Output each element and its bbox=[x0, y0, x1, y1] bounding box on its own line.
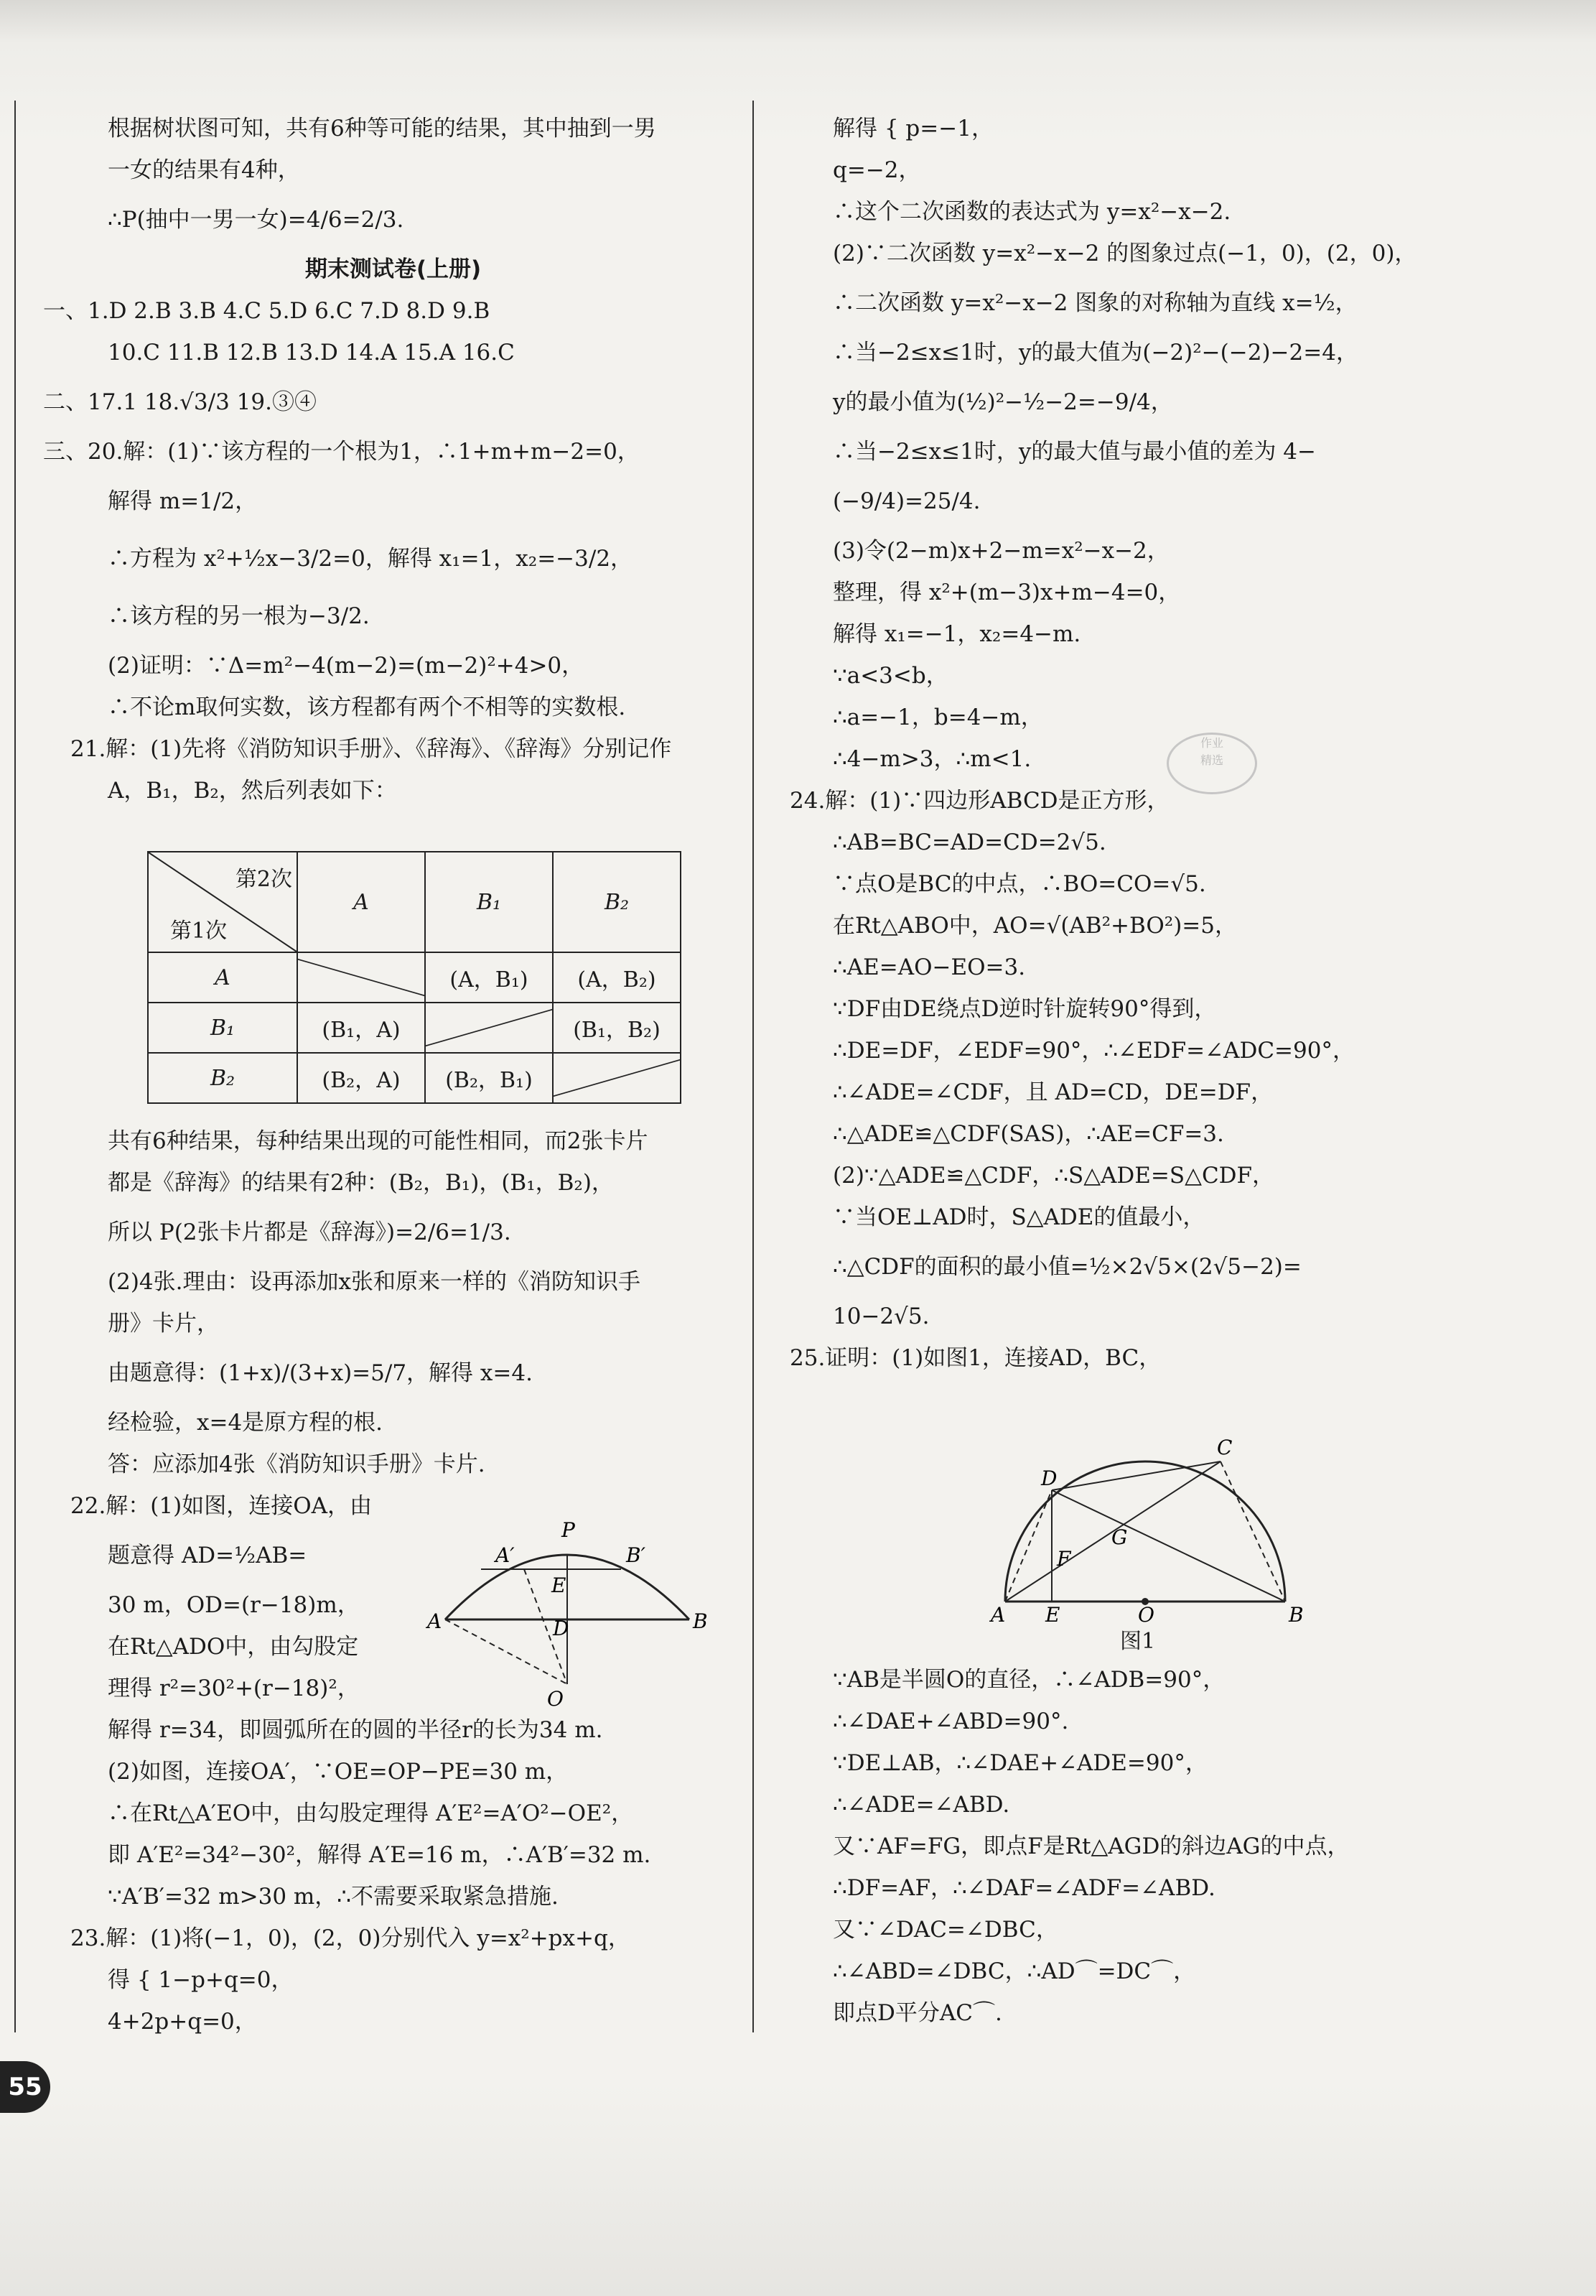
text-line: 25.证明：(1)如图1，连接AD，BC， bbox=[790, 1345, 1162, 1371]
label-e: E bbox=[1045, 1603, 1060, 1623]
segment-bd bbox=[1052, 1490, 1285, 1602]
text-line: 在Rt△ABO中，AO=√(AB²+BO²)=5， bbox=[833, 913, 1237, 939]
text-line: A，B₁，B₂，然后列表如下： bbox=[108, 778, 397, 804]
table-cell bbox=[297, 952, 425, 1003]
label-o: O bbox=[1138, 1603, 1154, 1623]
text-line: ∴P(抽中一男一女)=4/6=2/3. bbox=[108, 207, 404, 233]
watermark-stamp bbox=[1167, 733, 1257, 794]
text-line: ∴∠ADE=∠ABD. bbox=[833, 1792, 1010, 1818]
table-cell: (B₁，A) bbox=[297, 1003, 425, 1053]
text-line: ∴当−2≤x≤1时，y的最大值与最小值的差为 4− bbox=[833, 439, 1316, 465]
text-line: 解得 r=34，即圆弧所在的圆的半径r的长为34 m. bbox=[108, 1717, 603, 1743]
table-col-header: B₁ bbox=[425, 852, 553, 952]
text-line: (2)如图，连接OA′，∵OE=OP−PE=30 m， bbox=[108, 1759, 569, 1785]
table-cell: (A，B₂) bbox=[553, 952, 681, 1003]
table-row bbox=[148, 952, 681, 1003]
table-col-header: A bbox=[297, 852, 425, 952]
text-line: ∵点O是BC的中点，∴BO=CO=√5. bbox=[833, 871, 1206, 897]
text-line: ∴方程为 x²+½x−3/2=0，解得 x₁=1，x₂=−3/2， bbox=[108, 546, 633, 572]
header-second-draw: 第2次 bbox=[235, 867, 292, 892]
label-d: D bbox=[1041, 1467, 1058, 1490]
table-row bbox=[148, 1053, 681, 1103]
table-row-header: A bbox=[148, 952, 297, 1003]
label-a: A bbox=[427, 1609, 442, 1633]
text-line: 又∵∠DAC=∠DBC， bbox=[833, 1917, 1058, 1943]
text-line: 24.解：(1)∵四边形ABCD是正方形， bbox=[790, 788, 1170, 814]
text-line: 解得 x₁=−1，x₂=4−m. bbox=[833, 621, 1081, 647]
table-cell: (B₂，B₁) bbox=[425, 1053, 553, 1103]
text-line: ∴该方程的另一根为−3/2. bbox=[108, 603, 370, 629]
text-line: 都是《辞海》的结果有2种：(B₂，B₁)，(B₁，B₂)， bbox=[108, 1170, 614, 1196]
label-e: E bbox=[551, 1574, 566, 1597]
text-line: 解得 { p=−1， bbox=[833, 116, 994, 141]
answer-line: 二、17.1 18.√3/3 19.③④ bbox=[43, 389, 317, 415]
text-line: 根据树状图可知，共有6种等可能的结果，其中抽到一男 bbox=[108, 116, 656, 141]
text-line: ∴∠ABD=∠DBC，∴AD⌒=DC⌒， bbox=[833, 1958, 1196, 1984]
text-line: 解得 m=1/2， bbox=[108, 488, 258, 514]
text-line: (2)∵△ADE≌△CDF，∴S△ADE=S△CDF， bbox=[833, 1163, 1275, 1189]
segment-dc bbox=[1052, 1461, 1221, 1490]
label-o: O bbox=[547, 1687, 564, 1711]
text-line: 在Rt△ADO中，由勾股定 bbox=[108, 1634, 359, 1660]
text-line: (−9/4)=25/4. bbox=[833, 488, 981, 514]
text-line: ∴△CDF的面积的最小值=½×2√5×(2√5−2)= bbox=[833, 1254, 1302, 1280]
text-line: ∴当−2≤x≤1时，y的最大值为(−2)²−(−2)−2=4， bbox=[833, 340, 1358, 366]
section-title: 期末测试卷(上册) bbox=[304, 256, 482, 282]
text-line: ∴∠DAE+∠ABD=90°. bbox=[833, 1709, 1069, 1734]
label-b-prime: B′ bbox=[626, 1543, 645, 1567]
text-line: 三、20.解：(1)∵该方程的一个根为1，∴1+m+m−2=0， bbox=[43, 439, 640, 465]
label-d: D bbox=[553, 1617, 569, 1640]
right-column-lower bbox=[775, 1659, 1572, 2034]
text-line: 经检验，x=4是原方程的根. bbox=[108, 1410, 383, 1436]
text-line: y的最小值为(½)²−½−2=−9/4， bbox=[833, 389, 1173, 415]
text-line: ∴∠ADE=∠CDF，且 AD=CD，DE=DF， bbox=[833, 1079, 1274, 1105]
text-line: ∴不论m取何实数，该方程都有两个不相等的实数根. bbox=[108, 694, 626, 720]
text-line: ∴a=−1，b=4−m， bbox=[833, 705, 1043, 730]
text-line: (2)4张.理由：设再添加x张和原来一样的《消防知识手 bbox=[108, 1269, 640, 1295]
text-line: 答：应添加4张《消防知识手册》卡片. bbox=[108, 1451, 485, 1477]
text-line: 23.解：(1)将(−1，0)，(2，0)分别代入 y=x²+px+q， bbox=[70, 1925, 630, 1951]
answer-line: 10.C 11.B 12.B 13.D 14.A 15.A 16.C bbox=[108, 340, 515, 366]
figure-caption: 图1 bbox=[1120, 1629, 1156, 1654]
text-line: 所以 P(2张卡片都是《辞海》)=2/6=1/3. bbox=[108, 1219, 511, 1245]
stamp-text: 精选 bbox=[1200, 753, 1223, 767]
text-line: ∴AE=AO−EO=3. bbox=[833, 954, 1026, 980]
left-column bbox=[43, 108, 743, 812]
page-number: 55 bbox=[0, 2061, 50, 2113]
header-first-draw: 第1次 bbox=[170, 919, 228, 944]
outcome-table bbox=[147, 851, 681, 1104]
text-line: ∴DE=DF，∠EDF=90°，∴∠EDF=∠ADC=90°， bbox=[833, 1038, 1355, 1064]
text-line: 册》卡片， bbox=[108, 1311, 219, 1337]
label-a: A bbox=[991, 1603, 1006, 1623]
text-line: (2)∵二次函数 y=x²−x−2 的图象过点(−1，0)，(2，0)， bbox=[833, 241, 1417, 266]
text-line: ∴4−m>3，∴m<1. bbox=[833, 746, 1032, 772]
text-line: ∵DE⊥AB，∴∠DAE+∠ADE=90°， bbox=[833, 1750, 1208, 1776]
segment-bc bbox=[1221, 1461, 1285, 1602]
text-line: (3)令(2−m)x+2−m=x²−x−2， bbox=[833, 538, 1170, 564]
stamp-text: 作业 bbox=[1200, 736, 1223, 750]
text-line: 理得 r²=30²+(r−18)²， bbox=[108, 1675, 360, 1701]
text-line: ∴AB=BC=AD=CD=2√5. bbox=[833, 829, 1106, 855]
text-line: 即点D平分AC⌒. bbox=[833, 2000, 1002, 2026]
label-a-prime: A′ bbox=[495, 1543, 515, 1567]
text-line: ∴这个二次函数的表达式为 y=x²−x−2. bbox=[833, 199, 1231, 225]
label-p: P bbox=[561, 1518, 575, 1542]
text-line: ∴△ADE≌△CDF(SAS)，∴AE=CF=3. bbox=[833, 1121, 1224, 1147]
text-line: 整理，得 x²+(m−3)x+m−4=0， bbox=[833, 580, 1181, 605]
table-row-header: B₂ bbox=[148, 1053, 297, 1103]
text-line: 得 { 1−p+q=0， bbox=[108, 1967, 294, 1993]
text-line: 共有6种结果，每种结果出现的可能性相同，而2张卡片 bbox=[108, 1128, 648, 1154]
text-line: ∵DF由DE绕点D逆时针旋转90°得到， bbox=[833, 996, 1217, 1022]
label-c: C bbox=[1217, 1436, 1233, 1459]
segment-oa bbox=[445, 1619, 567, 1684]
text-line: ∵AB是半圆O的直径，∴∠ADB=90°， bbox=[833, 1667, 1226, 1693]
text-line: 4+2p+q=0， bbox=[108, 2009, 257, 2035]
answer-line: 一、1.D 2.B 3.B 4.C 5.D 6.C 7.D 8.D 9.B bbox=[43, 298, 490, 324]
text-line: ∴在Rt△A′EO中，由勾股定理得 A′E²=A′O²−OE²， bbox=[108, 1800, 634, 1826]
text-line: 10−2√5. bbox=[833, 1303, 930, 1329]
text-line: 21.解：(1)先将《消防知识手册》、《辞海》、《辞海》分别记作 bbox=[70, 736, 672, 762]
table-row bbox=[148, 1003, 681, 1053]
text-line: 即 A′E²=34²−30²，解得 A′E=16 m，∴A′B′=32 m. bbox=[108, 1842, 651, 1868]
table-row-header: B₁ bbox=[148, 1003, 297, 1053]
label-g: G bbox=[1111, 1525, 1128, 1549]
label-b: B bbox=[1289, 1603, 1304, 1623]
semicircle-figure bbox=[984, 1436, 1321, 1623]
label-f: F bbox=[1057, 1547, 1071, 1571]
text-line: 由题意得：(1+x)/(3+x)=5/7，解得 x=4. bbox=[108, 1360, 533, 1386]
text-line: ∵a<3<b， bbox=[833, 663, 948, 689]
text-line: (2)证明：∵Δ=m²−4(m−2)=(m−2)²+4>0， bbox=[108, 653, 584, 679]
text-line: ∴二次函数 y=x²−x−2 图象的对称轴为直线 x=½， bbox=[833, 290, 1358, 316]
text-line: 又∵AF=FG，即点F是Rt△AGD的斜边AG的中点， bbox=[833, 1833, 1350, 1859]
text-line: ∵当OE⊥AD时，S△ADE的值最小， bbox=[833, 1204, 1205, 1230]
table-cell bbox=[553, 1053, 681, 1103]
arc-figure bbox=[424, 1505, 725, 1713]
text-line: 题意得 AD=½AB= bbox=[108, 1543, 307, 1568]
text-line: 一女的结果有4种， bbox=[108, 157, 300, 183]
label-b: B bbox=[693, 1609, 708, 1633]
segment-ad bbox=[1005, 1490, 1052, 1602]
left-margin-rule bbox=[14, 101, 16, 2032]
table-cell: (A，B₁) bbox=[425, 952, 553, 1003]
table-col-header: B₂ bbox=[553, 852, 681, 952]
column-divider bbox=[752, 101, 754, 2032]
text-line: q=−2， bbox=[833, 157, 921, 183]
table-cell bbox=[425, 1003, 553, 1053]
text-line: 30 m，OD=(r−18)m， bbox=[108, 1592, 360, 1618]
table-cell: (B₂，A) bbox=[297, 1053, 425, 1103]
text-line: ∵A′B′=32 m>30 m，∴不需要采取紧急措施. bbox=[108, 1884, 559, 1910]
text-line: ∴DF=AF，∴∠DAF=∠ADF=∠ABD. bbox=[833, 1875, 1215, 1901]
table-diagonal-header bbox=[148, 852, 297, 952]
table-cell: (B₁，B₂) bbox=[553, 1003, 681, 1053]
text-line: 22.解：(1)如图，连接OA，由 bbox=[70, 1493, 373, 1519]
